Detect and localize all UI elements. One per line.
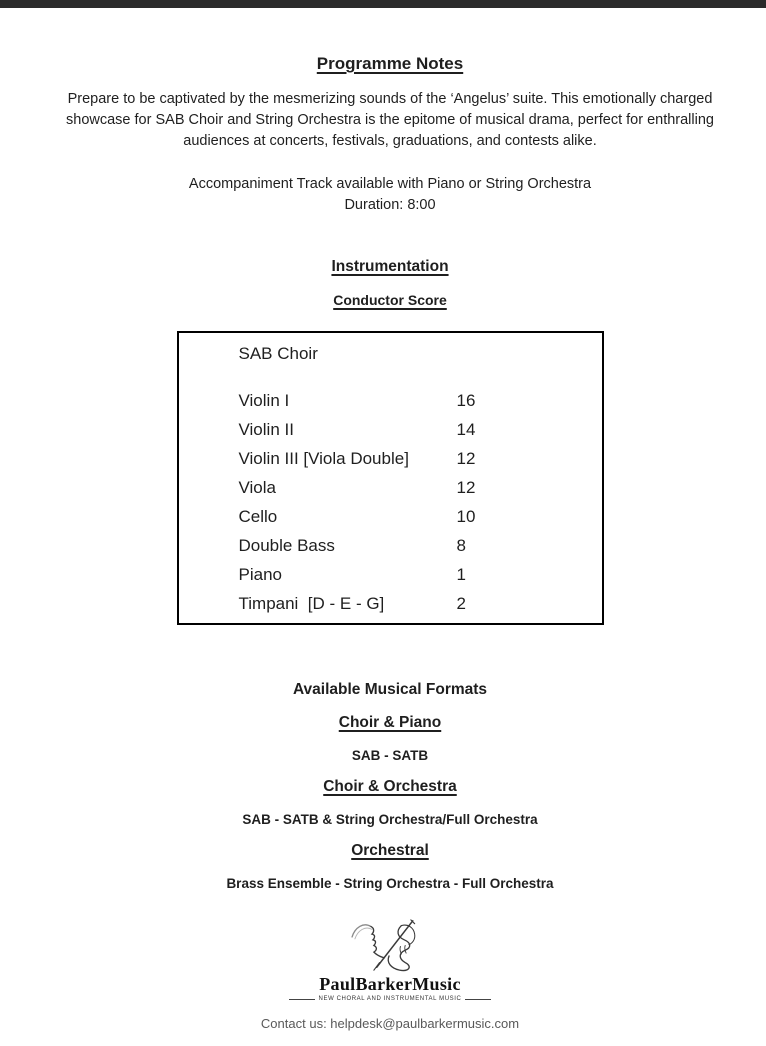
instrument-name: Viola <box>238 478 276 497</box>
instrument-count: 2 <box>456 594 466 613</box>
instrument-count: 1 <box>456 565 466 584</box>
instrument-count: 10 <box>456 507 476 526</box>
conductor-score-subheading: Conductor Score <box>333 292 447 308</box>
brand-name: PaulBarkerMusic <box>319 974 461 994</box>
instrument-row <box>239 560 592 589</box>
format-value: SAB - SATB <box>351 748 429 763</box>
format-value: SAB - SATB & String Orchestra/Full Orchestra <box>242 812 538 827</box>
instrument-name: Cello <box>238 507 278 526</box>
brand-tagline: NEW CHORAL AND INSTRUMENTAL MUSIC <box>318 996 462 1002</box>
page-title: Programme Notes <box>316 54 464 73</box>
instrument-name: Timpani [D - E - G] <box>238 594 385 613</box>
instrument-row <box>239 415 592 444</box>
format-section-orchestral <box>14 840 766 892</box>
instrument-name: Double Bass <box>238 536 335 555</box>
instrument-count: 12 <box>456 478 476 497</box>
instrument-row <box>239 386 592 415</box>
format-value: Brass Ensemble - String Orchestra - Full Orchestra <box>226 876 554 891</box>
instrument-count: 16 <box>456 391 476 410</box>
instrument-name: Violin I <box>238 391 290 410</box>
instrumentation-heading: Instrumentation <box>331 258 449 275</box>
format-label: Choir & Piano <box>338 714 442 731</box>
format-label: Choir & Orchestra <box>323 778 457 795</box>
instrument-row <box>239 589 592 618</box>
instrument-name: Violin III [Viola Double] <box>238 449 409 468</box>
brand-tagline-row <box>295 996 485 1002</box>
ensemble-label: SAB Choir <box>238 344 318 363</box>
instrument-list <box>239 386 592 618</box>
duration-line: Duration: 8:00 <box>344 197 436 213</box>
accompaniment-line: Accompaniment Track available with Piano or String Orchestra <box>188 176 592 192</box>
tagline-rule-right <box>465 999 491 1000</box>
contact-line: Contact us: helpdesk@paulbarkermusic.com <box>260 1016 520 1031</box>
format-section-choir-piano <box>14 712 766 764</box>
instrument-count: 8 <box>456 536 466 555</box>
instrument-name: Piano <box>238 565 282 584</box>
singer-and-cello-logo-icon <box>342 918 438 973</box>
instrument-row <box>239 473 592 502</box>
instrumentation-box <box>177 331 604 625</box>
intro-paragraph: Prepare to be captivated by the mesmerizing sounds of the ‘Angelus’ suite. This emotionally charged showcase for SAB Choir and String Orchestra is the epitome of musical drama, perfect for enthralling audiences at concerts, festivals, graduations, and contests alike. <box>66 91 714 149</box>
format-label: Orchestral <box>351 842 429 859</box>
document-page <box>0 53 766 1032</box>
instrument-row <box>239 531 592 560</box>
formats-heading: Available Musical Formats <box>292 681 488 698</box>
tagline-rule-left <box>289 999 315 1000</box>
instrument-row <box>239 502 592 531</box>
instrument-count: 14 <box>456 420 476 439</box>
instrument-row <box>239 444 592 473</box>
instrument-name: Violin II <box>238 420 294 439</box>
accompaniment-block <box>14 174 766 216</box>
instrument-count: 12 <box>456 449 476 468</box>
format-section-choir-orchestra <box>14 776 766 828</box>
paulbarkermusic-logo <box>14 918 766 1002</box>
page-top-bar <box>0 0 766 8</box>
